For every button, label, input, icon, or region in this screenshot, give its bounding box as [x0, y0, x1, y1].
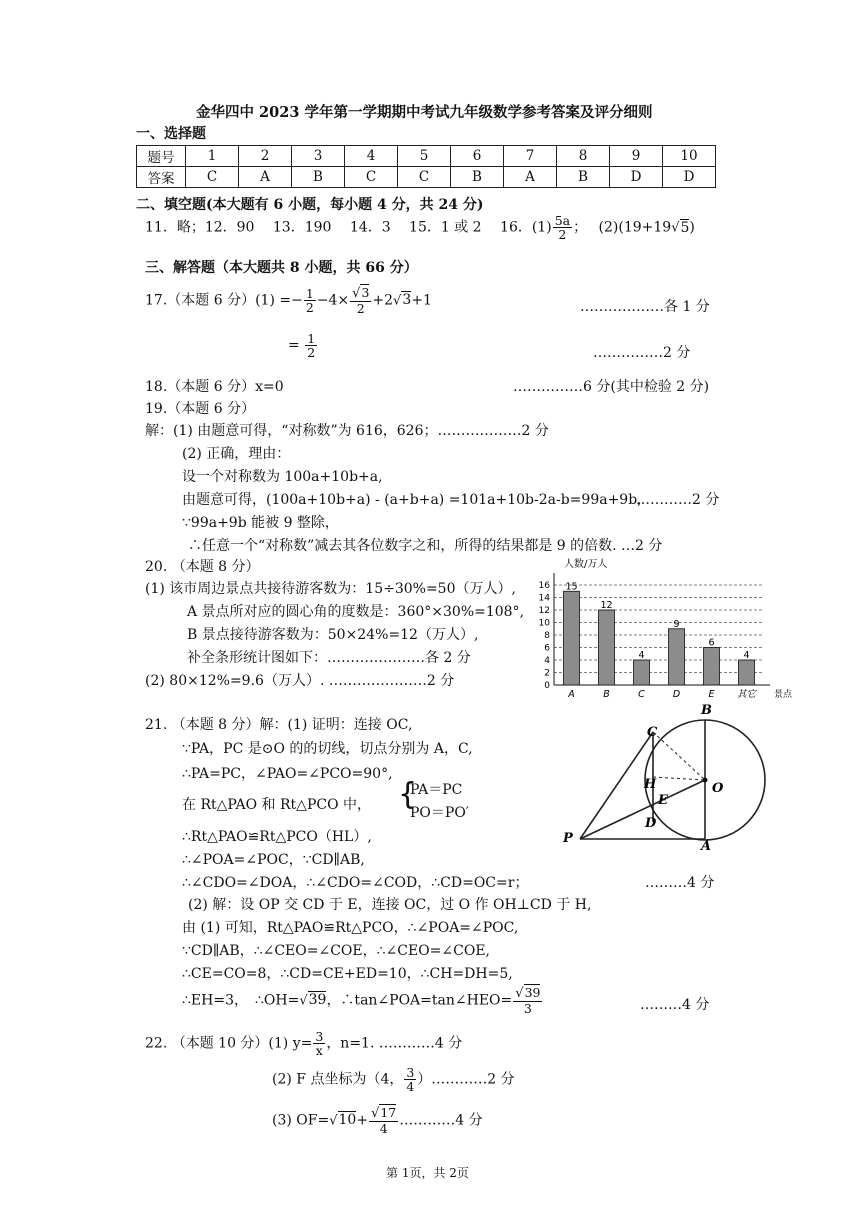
- bar-chart: [530, 555, 793, 700]
- section-fill-heading: 二、填空题(本大题有 6 小题，每小题 4 分，共 24 分): [136, 197, 484, 213]
- page-footer: 第 1页，共 2页: [386, 1166, 469, 1180]
- q21-line: ∵CD∥AB，∴∠CEO=∠COE，∴∠CEO=∠COE,: [182, 943, 490, 959]
- fill-answers: 11．略；12．90 13．190 14．3 15．1 或 2 16．(1) $\frac{5a}{2}$ ； (2)(19+19√5): [145, 213, 695, 243]
- table-row: [137, 146, 716, 167]
- x-tick-label: 其它: [736, 689, 757, 700]
- q21-line: ∴∠POA=∠POC，∵CD∥AB,: [182, 852, 365, 868]
- q19-line: 由题意可得，(100a+10b+a) - (a+b+a) =101a+10b-2a-b=99a+9b,: [182, 492, 642, 508]
- bar: [669, 629, 685, 685]
- q17-score2: ……………2 分: [593, 345, 691, 361]
- label-b: B: [701, 703, 712, 718]
- x-axis-label: 景点: [774, 690, 793, 700]
- x-tick-label: B: [603, 689, 610, 700]
- label-a: A: [701, 839, 712, 854]
- q17-line1: 17.（本题 6 分）(1) =− $\frac{1}{2}$ −4× $\frac{√3}{2}$ +2√3+1: [145, 285, 432, 316]
- q17-score1: ………………各 1 分: [580, 299, 710, 315]
- q21-line: ∴CE=CO=8，∴CD=CE+ED=10，∴CH=DH=5,: [182, 966, 513, 982]
- y-tick-label: 14: [538, 593, 550, 604]
- table-cell: C: [398, 167, 451, 188]
- table-cell: 3: [292, 146, 345, 167]
- table-row-label: 题号: [137, 146, 186, 167]
- q21-line: ∴∠CDO=∠DOA，∴∠CDO=∠COD，∴CD=OC=r；: [182, 875, 529, 891]
- q21-line: 由 (1) 可知，Rt△PAO≌Rt△PCO，∴∠POA=∠POC,: [182, 920, 519, 936]
- bar-data-label: 4: [743, 650, 750, 661]
- q20-head: 20. （本题 8 分）: [145, 559, 260, 575]
- x-tick-label: C: [638, 689, 645, 700]
- x-tick-label: D: [672, 689, 681, 700]
- document-title: 金华四中 2023 学年第一学期期中考试九年级数学参考答案及评分细则: [196, 104, 653, 121]
- table-cell: B: [557, 167, 610, 188]
- table-cell: C: [345, 167, 398, 188]
- bar: [704, 648, 720, 686]
- y-tick-label: 4: [544, 656, 550, 666]
- q21-score: ………4 分: [640, 997, 710, 1013]
- label-p: P: [563, 831, 573, 846]
- bar: [564, 591, 580, 685]
- y-tick-label: 8: [544, 631, 550, 641]
- table-cell: 7: [504, 146, 557, 167]
- table-cell: C: [186, 167, 239, 188]
- q19-line: (2) 正确，理由：: [182, 446, 291, 462]
- q18-score: ……………6 分(其中检验 2 分): [513, 379, 710, 395]
- y-tick-label: 0: [544, 681, 550, 691]
- table-cell: B: [292, 167, 345, 188]
- y-tick-label: 6: [544, 643, 550, 654]
- x-tick-label: A: [568, 689, 575, 700]
- q19-line: ∵99a+9b 能被 9 整除，: [182, 515, 339, 531]
- bar-data-label: 12: [600, 600, 613, 611]
- table-cell: 1: [186, 146, 239, 167]
- q21-line: 21. （本题 8 分）解：(1) 证明：连接 OC,: [145, 717, 413, 733]
- q21-line: ∵PA，PC 是⊙O 的的切线，切点分别为 A，C,: [182, 741, 473, 757]
- fraction: $\frac{5a}{2}$: [554, 213, 571, 243]
- bar: [634, 660, 650, 685]
- bar-data-label: 15: [565, 581, 578, 593]
- q21-line: ∴Rt△PAO≌Rt△PCO（HL）,: [182, 829, 372, 845]
- table-cell: 8: [557, 146, 610, 167]
- table-cell: 4: [345, 146, 398, 167]
- table-cell: 2: [239, 146, 292, 167]
- q22-line1: 22. （本题 10 分）(1) y= $\frac{3}{x}$ ，n=1. …………4 分: [145, 1029, 463, 1059]
- line-pc: [580, 732, 653, 839]
- y-tick-label: 10: [538, 618, 550, 629]
- q21-line-last: ∴EH=3， ∴OH=√39，∴tan∠POA=tan∠HEO= $\frac{√39}{3}$: [182, 985, 541, 1016]
- table-cell: D: [610, 167, 663, 188]
- y-tick-label: 12: [538, 606, 550, 616]
- bar-data-label: 9: [673, 618, 680, 630]
- q22-line3: (3) OF=√10+ $\frac{√17}{4}$ …………4 分: [272, 1105, 483, 1136]
- q20-line: A 景点所对应的圆心角的度数是：360°×30%=108°,: [187, 604, 525, 620]
- bar-data-label: 4: [638, 650, 645, 661]
- q20-line: (1) 该市周边景点共接待游客数为：15÷30%=50（万人）,: [145, 581, 516, 597]
- q21-line: 在 Rt△PAO 和 Rt△PCO 中，: [182, 797, 371, 813]
- q19-line: ∴任意一个“对称数”减去其各位数字之和，所得的结果都是 9 的倍数. …2 分: [188, 538, 663, 554]
- table-cell: A: [239, 167, 292, 188]
- section-solve-heading: 三、解答题（本大题共 8 小题，共 66 分）: [145, 260, 418, 276]
- line-oh: [653, 777, 705, 780]
- q19-score: …………2 分: [636, 492, 720, 508]
- q19-line: 设一个对称数为 100a+10b+a,: [182, 469, 383, 485]
- table-row: [137, 167, 716, 188]
- answer-table: [136, 145, 716, 188]
- q22-line2: (2) F 点坐标为（4， $\frac{3}{4}$ ）…………2 分: [272, 1065, 515, 1095]
- q21-score: ………4 分: [645, 875, 715, 891]
- q19-head: 19.（本题 6 分）: [145, 401, 256, 417]
- label-e: E: [658, 793, 668, 808]
- label-h: H: [644, 777, 657, 792]
- table-cell: 5: [398, 146, 451, 167]
- table-cell: 9: [610, 146, 663, 167]
- y-tick-label: 16: [538, 581, 550, 591]
- label-c: C: [647, 725, 658, 740]
- line-po: [580, 780, 705, 839]
- q21-line: (2) 解：设 OP 交 CD 于 E，连接 OC，过 O 作 OH⊥CD 于 H,: [188, 897, 592, 913]
- geometry-figure: [555, 700, 780, 854]
- label-d: D: [645, 816, 657, 831]
- bar: [599, 610, 615, 685]
- table-cell: D: [663, 167, 716, 188]
- y-tick-label: 2: [544, 668, 550, 679]
- q17-line2: = $\frac{1}{2}$: [288, 331, 316, 361]
- q20-line: (2) 80×12%=9.6（万人）. …………………2 分: [145, 673, 455, 689]
- q21-line: ∴PA=PC，∠PAO=∠PCO=90°,: [182, 766, 393, 782]
- q18-line: 18.（本题 6 分）x=0: [145, 379, 284, 395]
- section-choice-heading: 一、选择题: [136, 126, 206, 142]
- q19-line: 解：(1) 由题意可得，“对称数”为 616，626；………………2 分: [145, 423, 549, 439]
- table-cell: A: [504, 167, 557, 188]
- y-axis-label: 人数/万人: [564, 559, 608, 570]
- table-cell: B: [451, 167, 504, 188]
- table-cell: 6: [451, 146, 504, 167]
- q20-line: 补全条形统计图如下：…………………各 2 分: [187, 650, 471, 666]
- bar: [739, 660, 755, 685]
- q20-line: B 景点接待游客数为：50×24%=12（万人）,: [187, 627, 479, 643]
- x-tick-label: E: [708, 689, 715, 700]
- bar-data-label: 6: [708, 637, 715, 649]
- table-cell: 10: [663, 146, 716, 167]
- table-row-label: 答案: [137, 167, 186, 188]
- label-o: O: [712, 781, 724, 796]
